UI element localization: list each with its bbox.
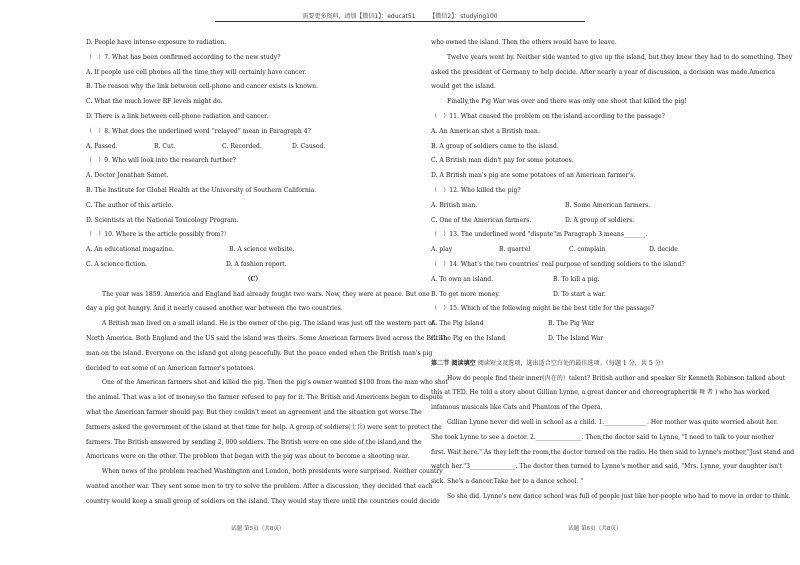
question-14: （ ）14. What's the two countries' real purpose of sending soldiers to the island? [431, 260, 685, 268]
section-2-title: 第二节 阅读填空 [431, 359, 476, 367]
q10-option-b: B. A science website. [229, 246, 295, 254]
passage-line: watch her."3_______________. The doctor then turned to Lynne's mother and said, "Mrs. Lynne, your daughter isn't [431, 463, 783, 471]
q9-option-b: B. The Institute for Global Health at the University of Southern California. [86, 186, 317, 194]
passage-line: How do people find their inner(内在的）talent? British author and speaker Sir Kenneth Robinson talked about [447, 374, 786, 382]
q13-options [431, 243, 767, 258]
right-column [431, 36, 795, 505]
q12-option-d: D. A group of soldiers. [565, 216, 635, 224]
passage-line: sick. She's a dancer.Take her to a dance school. " [431, 478, 584, 486]
passage-line: country would keep a small group of soldiers on the island. They would stay there until the countries could decide [86, 497, 440, 505]
q15-option-d: D. The Island War [548, 334, 604, 342]
passage-line: Twelve years went by. Neither side wanted to give up the island, but they knew they had to do something. They [447, 53, 793, 61]
question-13: （ ）13. The underlined word "dispute"in Paragraph 3 means_______. [431, 231, 648, 239]
q11-option-b: B. A group of soldiers came to the island. [431, 142, 559, 150]
passage-line: wanted another war. They sent some men to try to solve the problem. After a discussion, they decided that each [86, 482, 433, 490]
q10-option-d: D. A fashion report. [226, 260, 287, 268]
q12-options-row2 [431, 214, 767, 229]
passage-line: who owned the island. Then the others would have to leave. [431, 39, 617, 46]
q8-option-b: B. Cut. [154, 142, 176, 150]
section-spacer [431, 347, 767, 357]
question-7: （ ）7. What has been confirmed according to the new study? [86, 53, 281, 61]
question-10: （ ）10. Where is the article possibly from?） [86, 231, 230, 239]
footer-page-5: 试题 第5页（共8页） [231, 526, 285, 532]
passage-line: A British man lived on a small island. He is the owner of the pig. The island was just off the western part of [102, 320, 434, 328]
q14-option-c: B. To get more money. [431, 290, 500, 298]
passage-line: One of the American farmers shot and killed the pig. Then the pig's owner wanted $100 from the man who shot [102, 379, 448, 387]
q13-option-d: D. decide [649, 246, 678, 254]
passage-line: decided to eat some of an American farmer's potatoes. [86, 364, 256, 372]
q9-option-a: A. Doctor Jonathan Samet. [86, 172, 169, 180]
section-2-instructions: 阅读短文及选项，选出适合空白处的最佳选项。（每题 1 分，共 5 分） [477, 359, 667, 367]
passage-line: would get the island. [431, 83, 496, 91]
q10-options-row2 [86, 258, 420, 273]
passage-line: asked the president of Germany to help decide. After nearly a year of discussion, a decision was made.America [431, 68, 776, 76]
passage-line: this at TED. He told a story about Gillian Lynne, a great dancer and choreographer(编 舞 者 ) who has worked [431, 389, 770, 397]
q15-option-a: A. The Pig Island [431, 320, 484, 328]
question-9: （ ）9. Who will look into the research further? [86, 157, 236, 165]
passage-line: Americans were on the other. The problem that began with the pig was about to become a shooting war. [86, 453, 410, 461]
passage-line: North America. Both England and the US said the island was theirs. Some American farmers lived across the British [86, 334, 448, 342]
footer-page-6: 试题 第6页（共8页） [568, 526, 622, 532]
q11-option-a: A. An American shot a British man. [431, 127, 540, 135]
q8-option-a: A. Passed. [86, 142, 118, 150]
page-header [0, 11, 800, 20]
passage-line: the animal. That was a lot of money,so the farmer refused to pay for it. The British and Americans began to dispute [86, 394, 443, 402]
q14-option-a: A. To own an island. [431, 275, 494, 283]
q7-option-b: B. The reason why the link between cell-phone and cancer exists is known. [86, 83, 319, 91]
q7-option-d: D. There is a link between cell-phone radiation and cancer. [86, 112, 269, 120]
q13-option-c: C. complain [569, 246, 606, 254]
passage-line: what the American farmer should pay. But they couldn't meet an agreement and the situation got worse.The [86, 408, 422, 416]
q7-option-c: C. What the much lower RF levels might do. [86, 98, 223, 106]
q10-options-row1 [86, 243, 420, 258]
question-12: （ ）12. Who killed the pig? [431, 186, 521, 194]
q11-option-d: D. A British man's pig ate some potatoes of an American farmer's. [431, 172, 636, 180]
section-2-heading [431, 357, 767, 372]
q14-options-row1 [431, 273, 767, 288]
q14-option-d: D. To start a war. [553, 290, 606, 298]
q9-option-d: D. Scientists at the National Toxicology Program. [86, 216, 239, 224]
question-15: （ ）15. Which of the following might be the best title for the passage? [431, 305, 655, 313]
q13-option-b: B. quarrel [499, 246, 531, 254]
q13-option-a: A. play [431, 246, 453, 254]
q12-option-a: A. British man. [431, 201, 478, 209]
q10-option-c: C. A science fiction. [86, 260, 148, 268]
q7-option-a: A. If people use cell phones all the time,they will certainly have cancer. [86, 68, 307, 76]
passage-line: man on the island. Everyone on the island got along peacefully. But the peace ended when the British man's pig [86, 349, 433, 357]
passage-line: When news of the problem reached Washington and London, both presidents were surprised. Neither country [102, 468, 443, 476]
q14-options-row2 [431, 288, 767, 303]
q12-options-row1 [431, 199, 767, 214]
passage-line: first. Wait here." As they left the room,the doctor turned on the radio. He then said to Lynne's mother,"Just stand and [431, 448, 795, 456]
header-notice: 需要更多资料，请加【微信1】：educat51 [302, 13, 416, 20]
q6-option-d: D. People have intense exposure to radiation. [86, 39, 227, 46]
q12-option-c: C. One of the American farmers. [431, 216, 532, 224]
q8-option-c: C. Recorded. [222, 142, 262, 150]
passage-line: day a pig got hungry. And it nearly caused another war between the two countries. [86, 305, 343, 313]
passage-line: So she did. Lynne's new dance school was full of people just like her-people who had to move in order to think. [447, 492, 791, 500]
q15-option-b: B. The Pig War [548, 320, 595, 328]
q8-option-d: D. Caused. [292, 142, 326, 150]
passage-line: farmers. The British answered by sending 2, 000 soldiers. The British were on one side of the island,and the [86, 438, 422, 446]
q15-option-c: C. The Pig on the Island [431, 334, 506, 342]
passage-line: infamous musicals like Cats and Phantom of the Opera. [431, 404, 603, 412]
passage-line: Gillian Lynne never did well in school as a child. 1.______________. Her mother was quite worried about her. [447, 418, 778, 426]
question-11: （ ）11. What caused the problem on the island according to the passage? [431, 112, 665, 120]
q15-options-row1 [431, 317, 767, 332]
q11-option-c: C. A British man didn't pay for some potatoes. [431, 157, 574, 165]
q10-option-a: A. An educational magazine. [86, 246, 175, 254]
header-divider [215, 21, 585, 22]
q14-option-b: B. To kill a pig. [553, 275, 600, 283]
section-c-heading: （C） [244, 275, 262, 283]
passage-line: farmers asked the government of the island at that time for help. A group of soldiers(士兵) were sent to protect the [86, 423, 442, 431]
passage-line: The year was 1859. America and England had already fought two wars. Now, they were at peace. But one [102, 290, 430, 298]
q9-option-c: C. The author of this article. [86, 201, 174, 209]
q15-options-row2 [431, 332, 767, 347]
q12-option-b: B. Some American farmers. [565, 201, 651, 209]
passage-line: She took Lynne to see a doctor. 2._______________. Then,the doctor said to Lynne, "I need to talk to your mother [431, 433, 775, 441]
header-wechat2: 【微信2】：studying100 [429, 13, 498, 20]
question-8: （ ）8. What does the underlined word “relayed” mean in Paragraph 4? [86, 127, 311, 135]
passage-line: Finally,the Pig War was over and there was only one shoot that killed the pig! [447, 98, 687, 106]
q8-options [86, 140, 420, 155]
